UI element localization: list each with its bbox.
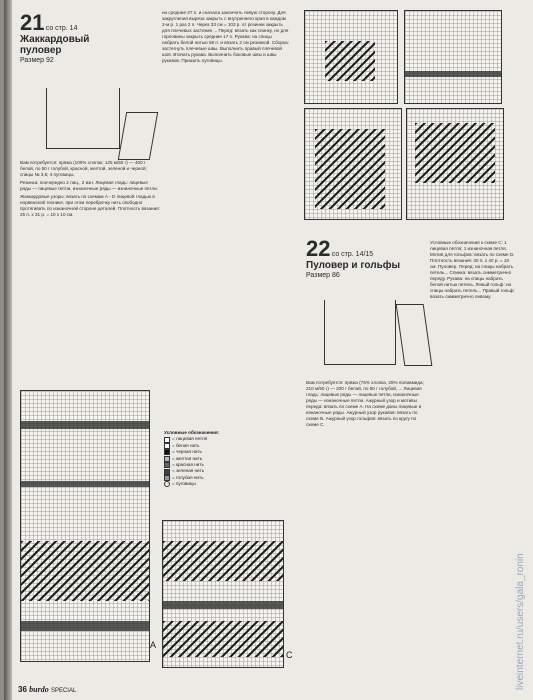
knitting-chart-mid-right — [406, 108, 504, 220]
model22-text — [306, 380, 424, 680]
materials-text: Вам потребуется: пряжа (75% хлопка, 25% полиамида; 210 м/50 г) — 200 г белой, по 50 г голубой, ... Лицевая гладь: лицевые ряды — лицевые петли, изнаночные ряды — изнаночные петли. Ажурный узор и мотивы переда: вязать по схеме А. На схеме даны лицевые и изнаночные ряды. Ажурный узор рукавов: вязать по схеме В. Ажурный узор гольфов: вязать по кругу по схеме С. — [306, 380, 424, 427]
model22-header — [306, 238, 424, 284]
knitting-chart-top-right — [404, 10, 502, 104]
page-spine — [4, 0, 12, 700]
chart-pattern — [415, 123, 495, 183]
sleeve-schema — [396, 304, 433, 366]
chart-pattern — [315, 129, 385, 209]
page-number: 36 — [18, 685, 27, 694]
rib-text: Резинка: поочередно 2 лиц., 2 изн. Лицевая гладь: лицевые ряды — лицевые петли, изнаночные ряды — изнаночные петли. — [20, 180, 158, 191]
swatch-icon — [164, 469, 170, 475]
legend-label: = красная нить — [172, 462, 204, 468]
legend — [164, 430, 274, 488]
chart-pattern — [163, 621, 283, 657]
continued-text: Условные обозначения к схеме С: 1 лицевая петля; 1 изнаночная петля. Мотив для гольфов: вязать по схеме D. Плотность вязания: 30 п. х 40 р. = 10 см. Пуловер. Перед: на спицы набрать петель... Спинка: вязать симметрично переду. Рукава: на спицы набрать белой нитью петель. Левый гольф: на спицы набрать петель... Правый гольф: вязать симметрично левому. — [430, 240, 515, 299]
chart-band — [163, 601, 283, 609]
jacquard-text: Жаккардовые узоры: вязать по схемам А - D лицевой гладью в норвежской технике, при этом переброчку нить свободно протягивать по изнаночной стороне деталей. Плотность вязания: 25 п. х 31 р. = 10 х 10 см. — [20, 194, 160, 217]
legend-label: = лицевая петля — [172, 436, 208, 442]
swatch-icon — [164, 481, 170, 487]
knitting-chart-top — [304, 10, 398, 104]
swatch-icon — [164, 462, 170, 468]
chart-label-a: А — [150, 640, 157, 650]
legend-label: = желтая нить — [172, 455, 203, 461]
model-title: Жаккардовый пуловер — [20, 34, 90, 56]
continued-text: на средние 27 п. и сначала закончить левую сторону. Для закругления выреза закрыть с внутреннего края в каждом 2-м р. 1 раз 2 п. Через 33 см = 103 р. от резинки закрыть для плечевых застежек ... Перед: вязать как спинку, но для горловины закрыть средние 17 п. Рукава: на спицы набрать белой нитью 58 п. и вязать 2 см резинкой. Сборка: застегнуть плечевые швы. Выполнить правый плечевой шов. Втачать рукава. Выполнить боковые швы и швы рукавов. Пришить пуговицы. — [162, 10, 289, 63]
model-number: 22 — [306, 238, 331, 261]
swatch-icon — [164, 443, 170, 449]
sleeve-schema — [118, 112, 158, 160]
magazine-page — [4, 0, 533, 700]
page-reference: со стр. 14 — [45, 25, 78, 32]
model-title: Пуловер и гольфы — [306, 260, 401, 271]
model21-text — [20, 160, 160, 382]
model21-text-continued — [162, 10, 290, 450]
chart-label-c: C — [286, 650, 293, 660]
swatch-icon — [164, 475, 170, 481]
chart-c — [162, 520, 284, 668]
chart-band — [21, 621, 149, 631]
legend-label: = черная нить — [172, 449, 202, 455]
swatch-icon — [164, 456, 170, 462]
materials-text: Вам потребуется: пряжа (100% хлопок; 125 м/50 г) — 400 г белой, по 50 г голубой, красной, желтой, зеленой и черной; спицы № 3,5; 4 пуговицы. — [20, 160, 147, 177]
model-number: 21 — [20, 12, 45, 35]
chart-pattern — [21, 541, 149, 601]
model-size: Размер 92 — [20, 57, 54, 64]
chart-band — [405, 71, 501, 77]
legend-label: = зеленая нить — [172, 468, 205, 474]
chart-pattern — [163, 541, 283, 581]
issue-name: SPECIAL — [50, 688, 77, 694]
knitting-chart-mid — [304, 108, 402, 220]
legend-label: = голубая нить — [172, 474, 204, 480]
chart-a — [20, 390, 150, 662]
model21-header — [20, 12, 102, 82]
page-footer — [18, 685, 76, 694]
model-size: Размер 86 — [306, 272, 340, 279]
chart-pattern — [325, 41, 375, 81]
magazine-brand: burdo — [29, 685, 49, 694]
chart-band — [21, 481, 149, 487]
swatch-icon — [164, 449, 170, 455]
swatch-icon — [164, 437, 170, 443]
page-reference: со стр. 14/15 — [331, 251, 374, 258]
legend-item — [164, 481, 274, 487]
garment-schema — [46, 88, 120, 149]
model22-text-right — [430, 240, 516, 680]
chart-band — [21, 421, 149, 429]
garment-schema — [324, 300, 396, 365]
watermark: liveinternet.ru/users/gala_ronin — [515, 553, 526, 690]
legend-label: = пуговицы — [172, 481, 196, 487]
legend-label: = белая нить — [172, 442, 200, 448]
legend-title: Условные обозначения: — [164, 430, 220, 435]
